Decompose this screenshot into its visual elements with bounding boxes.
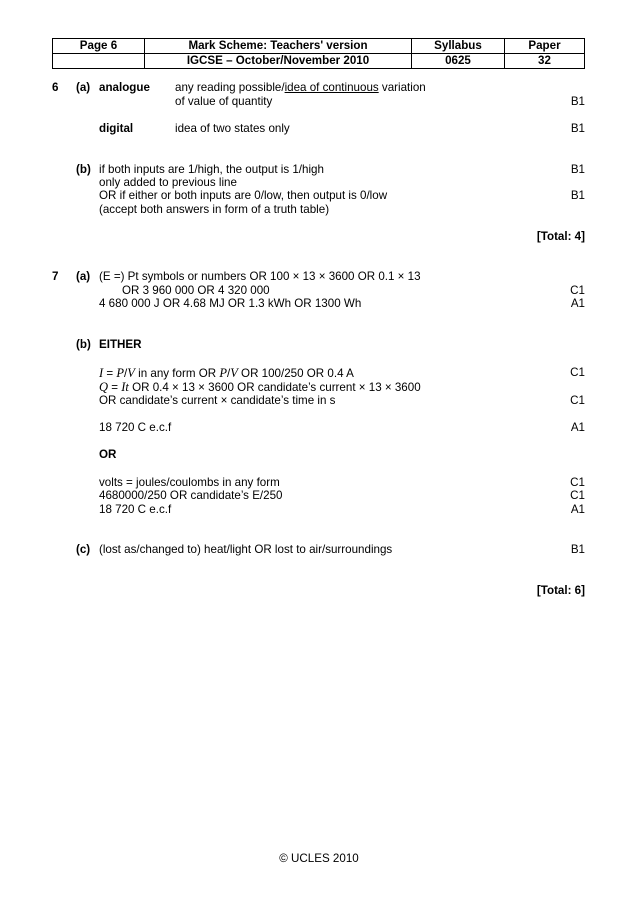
q7a-line2-mark: C1 (570, 284, 585, 297)
q6b-line4: (accept both answers in form of a truth table) (99, 203, 330, 216)
q7b-either-line3-mark: C1 (570, 394, 585, 407)
analogue-mark: B1 (570, 95, 585, 108)
q7b-or-line3-mark: A1 (570, 503, 585, 516)
question-6-number: 6 (52, 81, 59, 94)
q7b-either-line1-mark: C1 (570, 366, 585, 379)
q7-part-c-label: (c) (76, 543, 91, 556)
q6b-line3: OR if either or both inputs are 0/low, then output is 0/low (99, 189, 388, 202)
analogue-answer-line2: of value of quantity (175, 95, 273, 108)
q7-part-b-label: (b) (76, 338, 91, 351)
digital-mark: B1 (570, 122, 585, 135)
q7b-either-line4-mark: A1 (570, 421, 585, 434)
analogue-answer-line1: any reading possible/idea of continuous variation (175, 81, 426, 94)
q7b-or-line3: 18 720 C e.c.f (99, 503, 172, 516)
analogue-term: analogue (99, 81, 150, 94)
copyright-footer: © UCLES 2010 (279, 852, 359, 865)
q7c-mark: B1 (570, 543, 585, 556)
q6-total: [Total: 4] (536, 230, 585, 243)
q7b-or-line1-mark: C1 (570, 476, 585, 489)
q7a-line1: (E =) Pt symbols or numbers OR 100 × 13 × 3600 OR 0.1 × 13 (99, 270, 421, 283)
q6b-line1: if both inputs are 1/high, the output is 1/high (99, 163, 324, 176)
q7c-answer: (lost as/changed to) heat/light OR lost to air/surroundings (99, 543, 393, 556)
q6-part-b-label: (b) (76, 163, 91, 176)
document-title: Mark Scheme: Teachers' version (145, 39, 412, 54)
q7-part-a-label: (a) (76, 270, 91, 283)
q7b-either-line3: OR candidate’s current × candidate’s time in s (99, 394, 336, 407)
paper-label: Paper (505, 39, 585, 54)
q7b-or-line2-mark: C1 (570, 489, 585, 502)
question-7-number: 7 (52, 270, 59, 283)
q7b-or-line2: 4680000/250 OR candidate’s E/250 (99, 489, 283, 502)
q6b-line3-mark: B1 (570, 189, 585, 202)
q7a-line3: 4 680 000 J OR 4.68 MJ OR 1.3 kWh OR 1300 Wh (99, 297, 362, 310)
syllabus-label: Syllabus (412, 39, 505, 54)
q7b-either-line4: 18 720 C e.c.f (99, 421, 172, 434)
q6b-line2: only added to previous line (99, 176, 237, 189)
q7a-line3-mark: A1 (570, 297, 585, 310)
q6b-line1-mark: B1 (570, 163, 585, 176)
digital-answer: idea of two states only (175, 122, 290, 135)
q7b-either-line1: I = P/V in any form OR P/V OR 100/250 OR 0.4 A (99, 366, 354, 380)
q7a-line2: OR 3 960 000 OR 4 320 000 (122, 284, 270, 297)
digital-term: digital (99, 122, 134, 135)
either-heading: EITHER (99, 338, 142, 351)
header-table (52, 38, 585, 69)
q6-part-a-label: (a) (76, 81, 91, 94)
q7b-either-line2: Q = It OR 0.4 × 13 × 3600 OR candidate’s current × 13 × 3600 (99, 380, 421, 394)
or-heading: OR (99, 448, 117, 461)
syllabus-code: 0625 (412, 54, 505, 69)
q7-total: [Total: 6] (536, 584, 585, 597)
q7b-or-line1: volts = joules/coulombs in any form (99, 476, 280, 489)
header-blank-cell (53, 54, 145, 69)
page-number: Page 6 (53, 39, 145, 54)
paper-number: 32 (505, 54, 585, 69)
exam-session: IGCSE – October/November 2010 (145, 54, 412, 69)
